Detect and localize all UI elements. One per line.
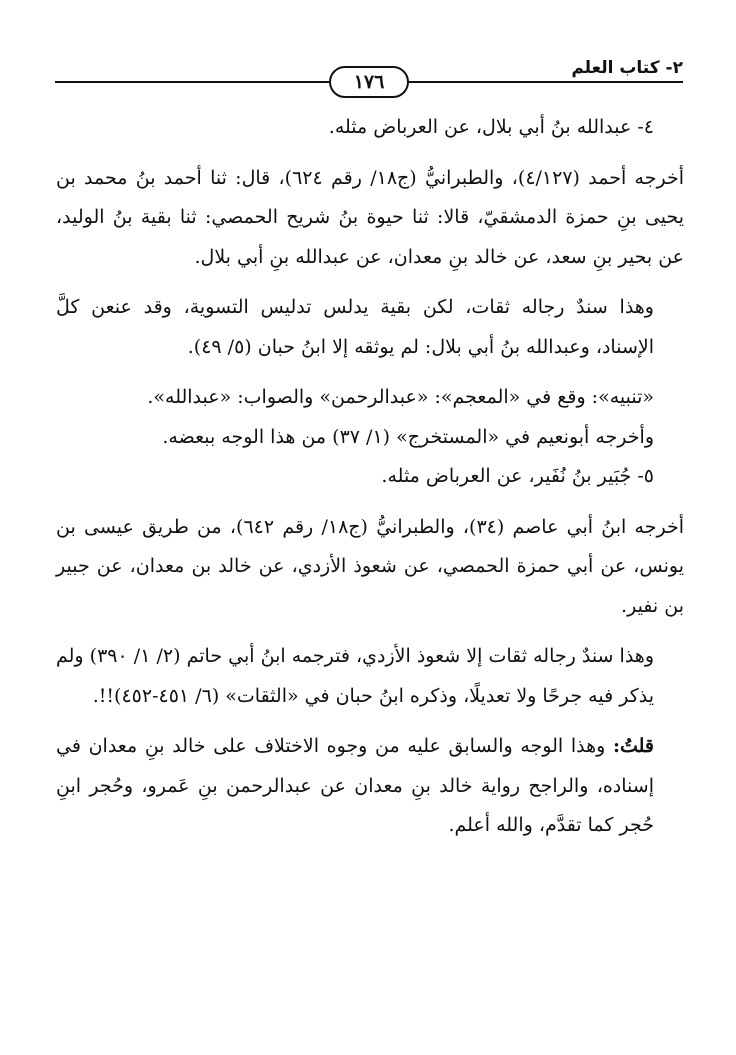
paragraph-lead: قلتُ:: [612, 735, 654, 757]
paragraph-text: وهذا سندٌ رجاله ثقات إلا شعوذ الأزدي، فترجمه ابنُ أبي حاتم (٢/ ١/ ٣٩٠) ولم يذكر فيه جرحًا ولا تعديلًا، وذكره ابنُ حبان في «الثقات» (٦/ ٤٥١-٤٥٢)!!.: [56, 645, 654, 707]
paragraph-1: [56, 108, 684, 148]
paragraph-text: «تنبيه»: وقع في «المعجم»: «عبدالرحمن» والصواب: «عبدالله».: [147, 386, 654, 408]
paragraph-text: وأخرجه أبونعيم في «المستخرج» (١/ ٣٧) من هذا الوجه ببعضه.: [162, 425, 654, 448]
paragraph-8: [56, 637, 684, 716]
paragraph-text: أخرجه ابنُ أبي عاصم (٣٤)، والطبرانيُّ (ج١٨/ رقم ٦٤٢)، من طريق عيسى بن يونس، عن أبي حمزة الحمصي، عن شعوذ الأزدي، عن خالد بن معدان، عن جبير بن نفير.: [56, 515, 684, 617]
paragraph-7: [56, 508, 684, 627]
page-number: ١٧٦: [329, 66, 409, 98]
paragraph-5: [56, 418, 684, 458]
paragraph-2: [56, 159, 684, 278]
scan-edge: [0, 1040, 736, 1055]
paragraph-9: [56, 727, 684, 846]
paragraph-text: وهذا الوجه والسابق عليه من وجوه الاختلاف على خالد بنِ معدان في إسناده، والراجح رواية خالد بنِ معدان عن عبدالرحمن بنِ عَمرو، وحُجر ابنِ حُجر كما تقدَّم، والله أعلم.: [56, 735, 654, 836]
page-body: [56, 108, 684, 846]
paragraph-text: وهذا سندٌ رجاله ثقات، لكن بقية يدلس تدليس التسوية، وقد عنعن كلَّ الإسناد، وعبدالله بنُ أبي بلال: لم يوثقه إلا ابنُ حبان (٥/ ٤٩).: [56, 296, 654, 358]
paragraph-text: أخرجه أحمد (٤/١٢٧)، والطبرانيُّ (ج١٨/ رقم ٦٢٤)، قال: ثنا أحمد بنُ محمد بن يحيى بنِ حمزة الدمشقيّ، قالا: ثنا حيوة بنُ شريح الحمصي: ثنا بقية بنُ الوليد، عن بحير بنِ سعد، عن خالد بنِ معدان، عن عبدالله بنِ أبي بلال.: [56, 166, 684, 268]
paragraph-4: [56, 378, 684, 418]
paragraph-6: [56, 457, 684, 497]
chapter-title: ٢- كتاب العلم: [571, 58, 683, 78]
page-header: [55, 58, 683, 93]
paragraph-text: ٥- جُبَير بنُ نُفَير، عن العرباض مثله.: [381, 465, 654, 487]
paragraph-3: [56, 288, 684, 367]
paragraph-text: ٤- عبدالله بنُ أبي بلال، عن العرباض مثله.: [328, 116, 654, 138]
